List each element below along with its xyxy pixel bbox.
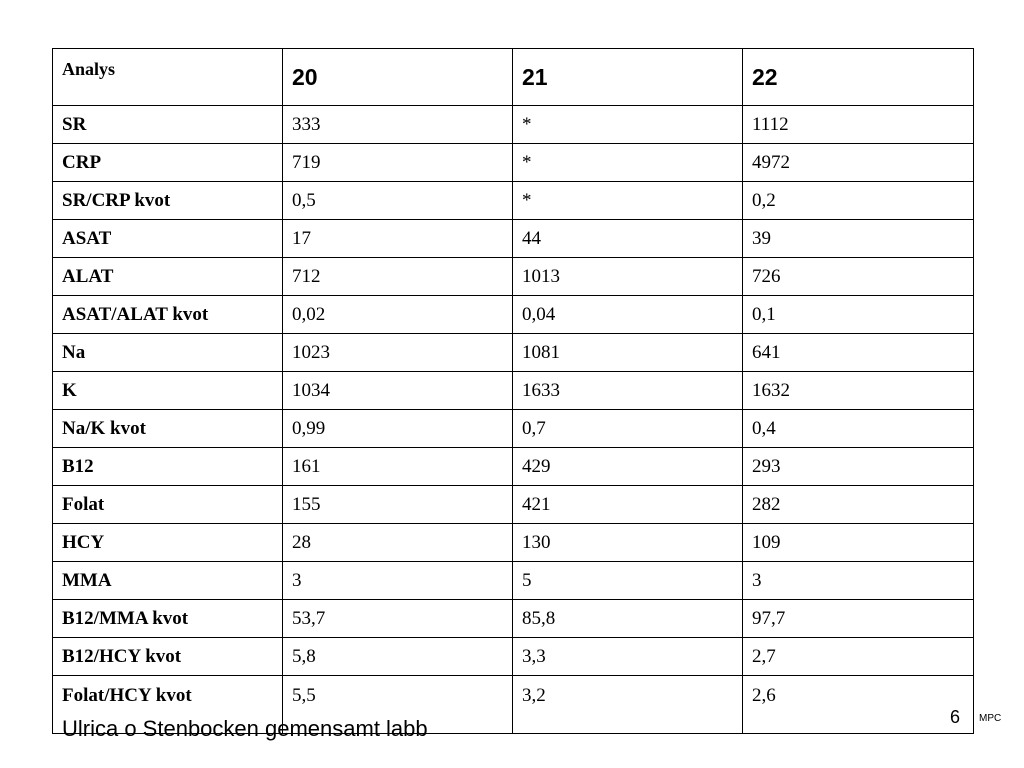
table-cell: 97,7 [743, 600, 974, 638]
table-cell: 161 [283, 448, 513, 486]
table-row [53, 562, 974, 600]
row-label: B12 [53, 448, 283, 486]
table-cell: 712 [283, 258, 513, 296]
table-cell: 0,5 [283, 182, 513, 220]
table-cell: 333 [283, 106, 513, 144]
header-row [53, 49, 974, 106]
table-cell: * [513, 106, 743, 144]
table-cell: 3 [743, 562, 974, 600]
table-cell: 641 [743, 334, 974, 372]
table-cell: 1112 [743, 106, 974, 144]
table-cell: 44 [513, 220, 743, 258]
row-label: Na/K kvot [53, 410, 283, 448]
table-row [53, 486, 974, 524]
row-label: CRP [53, 144, 283, 182]
table-cell: 0,4 [743, 410, 974, 448]
table-cell: 5,5 [283, 676, 513, 734]
table-row [53, 638, 974, 676]
table-row [53, 524, 974, 562]
table-cell: 28 [283, 524, 513, 562]
table-cell: 1013 [513, 258, 743, 296]
row-label: MMA [53, 562, 283, 600]
table-cell: 1081 [513, 334, 743, 372]
table-cell: 1023 [283, 334, 513, 372]
table-cell: 1632 [743, 372, 974, 410]
table-cell: 17 [283, 220, 513, 258]
table-cell: 0,04 [513, 296, 743, 334]
table-cell: 2,7 [743, 638, 974, 676]
row-label: SR [53, 106, 283, 144]
table-cell: 0,02 [283, 296, 513, 334]
table-cell: 53,7 [283, 600, 513, 638]
row-label: Folat [53, 486, 283, 524]
lab-results-table [52, 48, 974, 734]
footer-caption: Ulrica o Stenbocken gemensamt labb [62, 716, 428, 741]
header-analys: Analys [53, 49, 283, 106]
table-header [53, 49, 974, 106]
table-cell: 719 [283, 144, 513, 182]
page-number: 6 [950, 707, 961, 727]
table-row [53, 258, 974, 296]
row-label: ASAT/ALAT kvot [53, 296, 283, 334]
table-cell: 0,2 [743, 182, 974, 220]
table-row [53, 448, 974, 486]
table-body [53, 106, 974, 734]
row-label: HCY [53, 524, 283, 562]
row-label: K [53, 372, 283, 410]
table-row [53, 334, 974, 372]
row-label: B12/MMA kvot [53, 600, 283, 638]
table-cell: 130 [513, 524, 743, 562]
row-label: ALAT [53, 258, 283, 296]
table-cell: 0,1 [743, 296, 974, 334]
table-cell: 282 [743, 486, 974, 524]
table-cell: 5 [513, 562, 743, 600]
table-row [53, 372, 974, 410]
table-cell: 421 [513, 486, 743, 524]
table-cell: 2,6 [743, 676, 974, 734]
table-cell: 3,2 [513, 676, 743, 734]
header-col-21: 21 [513, 49, 743, 106]
footer-mark: MPC [979, 713, 1002, 724]
header-col-22: 22 [743, 49, 974, 106]
table-row [53, 220, 974, 258]
table-cell: 3 [283, 562, 513, 600]
row-label: SR/CRP kvot [53, 182, 283, 220]
table-cell: 85,8 [513, 600, 743, 638]
table-cell: 0,7 [513, 410, 743, 448]
table-cell: 1034 [283, 372, 513, 410]
table-cell: 429 [513, 448, 743, 486]
table-cell: * [513, 182, 743, 220]
table-cell: 3,3 [513, 638, 743, 676]
table-cell: 4972 [743, 144, 974, 182]
table-row [53, 296, 974, 334]
table-cell: 155 [283, 486, 513, 524]
table-cell: * [513, 144, 743, 182]
table-cell: 1633 [513, 372, 743, 410]
table-row [53, 106, 974, 144]
table-cell: 5,8 [283, 638, 513, 676]
table-row [53, 410, 974, 448]
table-cell: 293 [743, 448, 974, 486]
row-label: B12/HCY kvot [53, 638, 283, 676]
table-cell: 39 [743, 220, 974, 258]
table-cell: 109 [743, 524, 974, 562]
row-label: Folat/HCY kvot [53, 676, 283, 734]
table-cell: 0,99 [283, 410, 513, 448]
table-row [53, 182, 974, 220]
table-row [53, 600, 974, 638]
table-cell: 726 [743, 258, 974, 296]
row-label: Na [53, 334, 283, 372]
row-label: ASAT [53, 220, 283, 258]
table-row [53, 144, 974, 182]
header-col-20: 20 [283, 49, 513, 106]
